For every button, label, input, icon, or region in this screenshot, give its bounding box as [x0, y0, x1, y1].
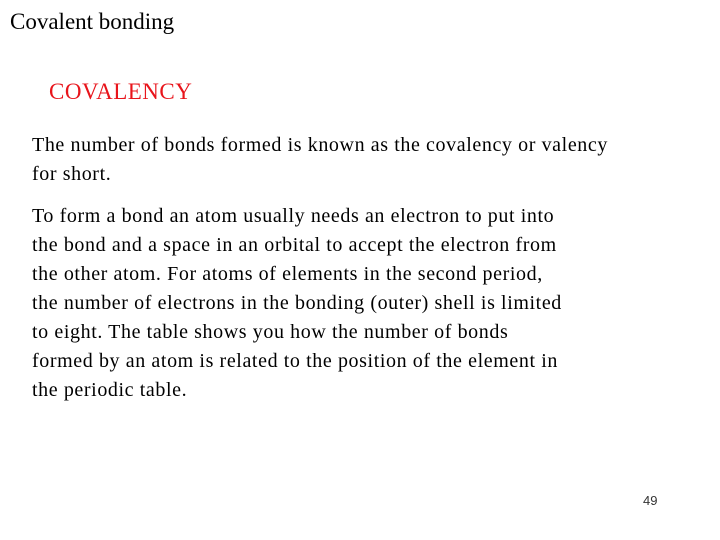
paragraph-line: the periodic table.: [32, 379, 188, 401]
paragraph-bond-formation: [32, 202, 562, 405]
paragraph-line: the number of electrons in the bonding (outer) shell is limited: [32, 292, 562, 314]
paragraph-line: To form a bond an atom usually needs an electron to put into: [32, 205, 555, 227]
paragraph-line: formed by an atom is related to the position of the element in: [32, 350, 558, 372]
page-number: 49: [643, 493, 658, 508]
paragraph-line: The number of bonds formed is known as the covalency or valency: [32, 134, 608, 156]
paragraph-line: to eight. The table shows you how the number of bonds: [32, 321, 509, 343]
slide-title: Covalent bonding: [10, 9, 175, 34]
paragraph-line: the other atom. For atoms of elements in the second period,: [32, 263, 543, 285]
paragraph-line: for short.: [32, 163, 112, 185]
paragraph-line: the bond and a space in an orbital to accept the electron from: [32, 234, 557, 256]
paragraph-covalency-definition: [32, 131, 608, 189]
section-heading: COVALENCY: [49, 79, 193, 104]
